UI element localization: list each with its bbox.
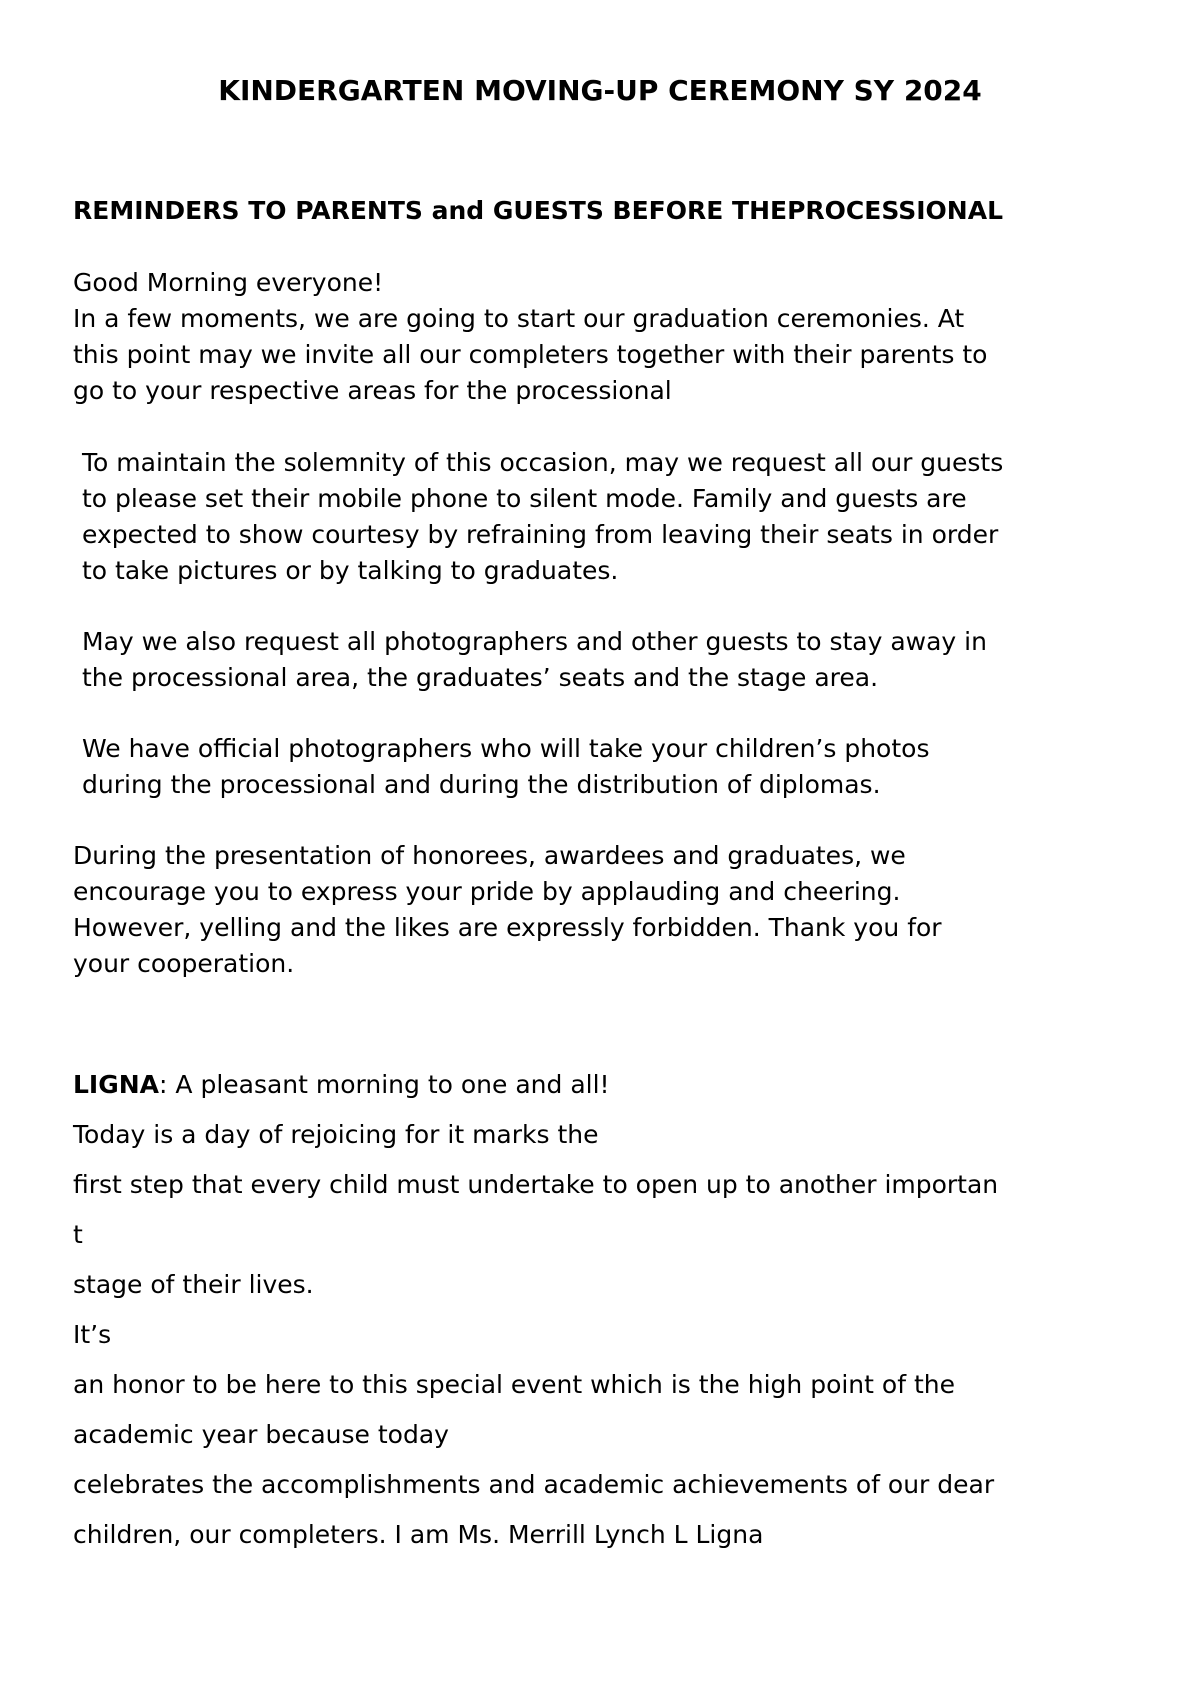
paragraph-line: In a few moments, we are going to start our graduation ceremonies. At: [73, 304, 965, 333]
paragraph-line: your cooperation.: [73, 949, 295, 978]
paragraph-line: During the presentation of honorees, awardees and graduates, we: [73, 841, 906, 870]
paragraph-line: We have official photographers who will take your children’s photos: [82, 734, 930, 763]
paragraph-line: However, yelling and the likes are expressly forbidden. Thank you for: [73, 913, 942, 942]
speech-line: first step that every child must undertake to open up to another importan: [73, 1170, 999, 1199]
paragraph-line: to please set their mobile phone to silent mode. Family and guests are: [82, 484, 967, 513]
speech-opening-text: : A pleasant morning to one and all!: [159, 1070, 610, 1099]
paragraph-line: this point may we invite all our completers together with their parents to: [73, 340, 988, 369]
paragraph-line: the processional area, the graduates’ seats and the stage area.: [82, 663, 879, 692]
speech-line: children, our completers. I am Ms. Merrill Lynch L Ligna: [73, 1520, 764, 1549]
paragraph-line: go to your respective areas for the processional: [73, 376, 672, 405]
section-heading: REMINDERS TO PARENTS and GUESTS BEFORE THEPROCESSIONAL: [73, 196, 1003, 225]
speech-opening: [73, 1070, 610, 1100]
speech-line: academic year because today: [73, 1420, 449, 1449]
speech-line: an honor to be here to this special event which is the high point of the: [73, 1370, 955, 1399]
speech-line: t: [73, 1220, 83, 1249]
speech-line: stage of their lives.: [73, 1270, 314, 1299]
paragraph-line: during the processional and during the distribution of diplomas.: [82, 770, 881, 799]
document-title: KINDERGARTEN MOVING-UP CEREMONY SY 2024: [218, 74, 982, 107]
greeting-line: Good Morning everyone!: [73, 268, 384, 297]
speech-line: Today is a day of rejoicing for it marks the: [73, 1120, 599, 1149]
paragraph-line: encourage you to express your pride by applauding and cheering.: [73, 877, 901, 906]
paragraph-line: May we also request all photographers and other guests to stay away in: [82, 627, 987, 656]
speech-line: It’s: [73, 1320, 112, 1349]
speech-line: celebrates the accomplishments and academic achievements of our dear: [73, 1470, 995, 1499]
paragraph-line: to take pictures or by talking to graduates.: [82, 556, 619, 585]
speaker-name: LIGNA: [73, 1070, 160, 1099]
paragraph-line: To maintain the solemnity of this occasion, may we request all our guests: [82, 448, 1004, 477]
paragraph-line: expected to show courtesy by refraining from leaving their seats in order: [82, 520, 999, 549]
